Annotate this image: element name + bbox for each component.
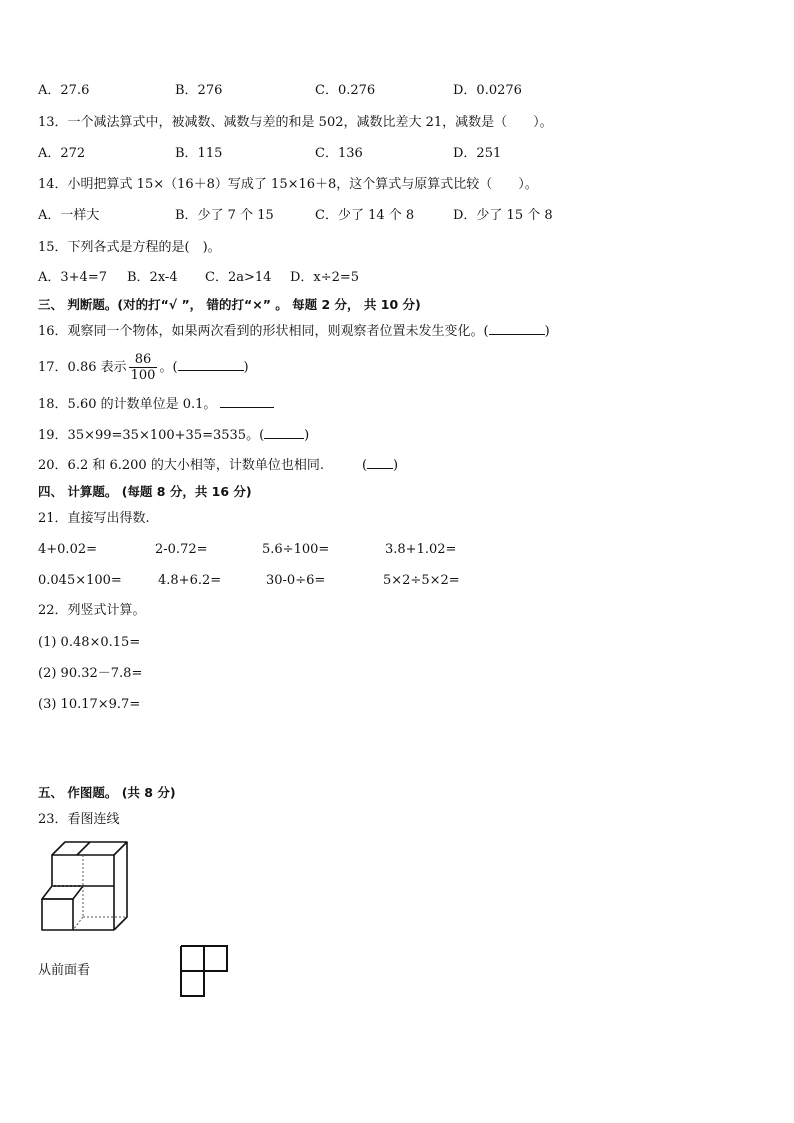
option-b: B．115 — [175, 146, 223, 161]
calc-item: 4.8+6.2= — [158, 573, 222, 588]
question-20-text: 20．6.2 和 6.200 的大小相等，计数单位也相同. — [38, 458, 324, 473]
option-a: A．27.6 — [38, 83, 90, 98]
question-17 — [38, 350, 249, 386]
answer-blank[interactable] — [220, 395, 274, 408]
calc-item: 0.045×100= — [38, 573, 122, 588]
option-b: B．少了 7 个 15 — [175, 208, 274, 223]
question-14: 14．小明把算式 15×（16＋8）写成了 15×16＋8，这个算式与原算式比较（ ）。 — [38, 177, 538, 192]
question-21: 21．直接写出得数. — [38, 511, 150, 526]
question-22: 22．列竖式计算。 — [38, 603, 146, 618]
fraction-numerator: 86 — [129, 352, 158, 368]
q22-item-2: (2) 90.32－7.8= — [38, 666, 143, 681]
calc-item: 2-0.72= — [155, 542, 208, 557]
fraction — [129, 352, 158, 383]
cube-stack-figure — [38, 838, 133, 936]
option-b: B．2x-4 — [127, 270, 178, 285]
option-c: C．少了 14 个 8 — [315, 208, 415, 223]
paren-close: ) — [304, 428, 310, 443]
option-d: D．x÷2=5 — [290, 270, 360, 285]
option-d: D．251 — [453, 146, 502, 161]
calc-item: 5×2÷5×2= — [383, 573, 460, 588]
q22-item-1: (1) 0.48×0.15= — [38, 635, 141, 650]
fraction-denominator: 100 — [130, 368, 156, 383]
calc-item: 5.6÷100= — [262, 542, 330, 557]
question-13: 13．一个减法算式中，被减数、减数与差的和是 502，减数比差大 21，减数是（ ）。 — [38, 115, 553, 130]
option-d: D．少了 15 个 8 — [453, 208, 553, 223]
question-18-text: 18．5.60 的计数单位是 0.1。 — [38, 397, 217, 412]
question-17-prefix: 17．0.86 表示 — [38, 360, 127, 375]
answer-blank[interactable] — [489, 322, 545, 335]
question-23: 23．看图连线 — [38, 812, 120, 827]
paren-close: ) — [243, 360, 249, 375]
question-18 — [38, 395, 274, 414]
question-19-text: 19．35×99=35×100+35=3535。( — [38, 428, 265, 443]
question-19 — [38, 426, 309, 445]
option-c: C．2a>14 — [205, 270, 272, 285]
answer-blank[interactable] — [264, 426, 304, 439]
question-16-text: 16．观察同一个物体，如果两次看到的形状相同，则观察者位置未发生变化。( — [38, 324, 489, 339]
answer-blank[interactable] — [367, 456, 393, 469]
question-15: 15．下列各式是方程的是( )。 — [38, 240, 221, 255]
option-c: C．0.276 — [315, 83, 376, 98]
view-label: 从前面看 — [38, 963, 91, 978]
option-c: C．136 — [315, 146, 363, 161]
question-20 — [38, 456, 398, 475]
question-17-suffix: 。( — [159, 360, 178, 375]
calc-item: 3.8+1.02= — [385, 542, 457, 557]
answer-blank[interactable] — [178, 358, 244, 371]
paren-open: ( — [361, 458, 368, 473]
q22-item-3: (3) 10.17×9.7= — [38, 697, 141, 712]
calc-item: 4+0.02= — [38, 542, 98, 557]
option-d: D．0.0276 — [453, 83, 522, 98]
section-5-title: 五、 作图题。 (共 8 分) — [38, 785, 176, 800]
calc-item: 30-0÷6= — [266, 573, 326, 588]
option-b: B．276 — [175, 83, 223, 98]
paren-close: ) — [393, 458, 399, 473]
section-4-title: 四、 计算题。 (每题 8 分，共 16 分) — [38, 484, 252, 499]
section-3-title: 三、 判断题。(对的打“√ ”， 错的打“×” 。 每题 2 分， 共 10 分) — [38, 297, 421, 312]
front-view-shape — [178, 943, 232, 999]
option-a: A．272 — [38, 146, 86, 161]
paren-close: ) — [544, 324, 550, 339]
option-a: A．一样大 — [38, 208, 100, 223]
option-a: A．3+4=7 — [38, 270, 107, 285]
question-16 — [38, 322, 550, 341]
